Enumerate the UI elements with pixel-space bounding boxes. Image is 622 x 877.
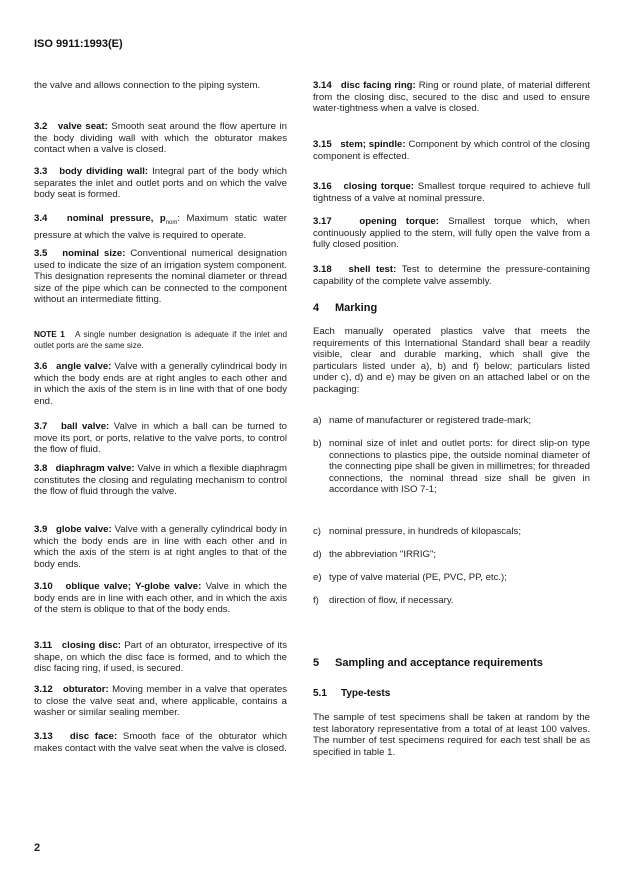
section-number: 5 — [313, 657, 320, 669]
definition-text: Conventional numerical designation used to indicate the size of an irrigation system component. This designation represents the nominal diameter or thread size of the pipe which can be connected to the component without an intermediate fitting. — [34, 248, 288, 306]
item-label: b) — [313, 438, 322, 449]
clause-number: 3.17 — [313, 216, 332, 227]
definition-paragraph — [34, 213, 287, 241]
term: obturator: — [62, 684, 109, 695]
item-text: nominal pressure, in hundreds of kilopascals; — [329, 526, 521, 537]
marking-list-item — [313, 572, 590, 584]
marking-intro: Each manually operated plastics valve that meets the requirements of this International Standard shall bear a readily visible, clear and durable marking, which shall give the particulars listed under a), b) and f) below; particulars listed under c), d) and e) may be given on an attached label or on the packaging: — [313, 326, 590, 395]
definition-paragraph — [34, 121, 287, 156]
definition-text: Valve with a generally cylindrical body in which the body ends are at right angles to each other and in which the axis of the stem is in line with that of one body end. — [34, 361, 287, 407]
definition-paragraph — [34, 463, 287, 498]
clause-number: 3.5 — [34, 248, 48, 259]
definition-text: A single number designation is adequate if the inlet and outlet ports are the same size. — [34, 330, 287, 350]
definition-text: Smooth face of the obturator which makes contact with the valve seat when the valve is closed. — [34, 731, 287, 754]
definition-text: : Maximum static water pressure at which the valve is required to operate. — [34, 213, 287, 241]
definition-paragraph — [34, 248, 287, 306]
definition-paragraph — [313, 80, 590, 115]
subscript: nom — [165, 219, 178, 226]
clause-number: 3.14 — [313, 80, 332, 91]
definition-text: Smallest torque which, when continuously applied to the stem, will fully open the valve from a fully closed position. — [313, 216, 590, 251]
term: shell test: — [348, 264, 397, 275]
marking-list-item — [313, 438, 590, 496]
definition-text: Smooth seat around the flow aperture in the body dividing wall with which the obturator makes contact when a valve is closed. — [34, 121, 287, 156]
term: nominal size: — [62, 248, 126, 259]
section-4-heading — [313, 302, 377, 314]
definition-paragraph — [34, 421, 287, 456]
definition-text: Ring or round plate, of material different from the closing disc, secured to the disc and used to ensure water-tightness when a valve is closed. — [313, 80, 590, 115]
subsection-number: 5.1 — [313, 688, 327, 699]
item-label: c) — [313, 526, 321, 537]
definition-text: Part of an obturator, irrespective of its shape, on which the disc face is formed, and to which the disc facing ring, if used, is secured. — [34, 640, 287, 675]
item-text: name of manufacturer or registered trade-mark; — [329, 415, 532, 426]
definition-text: Valve in which a flexible diaphragm constitutes the closing and regulating mechanism to control the flow of fluid through the valve. — [34, 463, 288, 498]
definition-paragraph — [34, 640, 287, 675]
item-label: d) — [313, 549, 322, 560]
clause-number: 3.11 — [34, 640, 53, 651]
term: oblique valve; Y-globe valve: — [65, 581, 202, 592]
clause-number: 3.9 — [34, 524, 48, 535]
definition-paragraph — [313, 139, 590, 162]
clause-number: NOTE 1 — [34, 330, 65, 339]
term: ball valve: — [60, 421, 110, 432]
definition-text: Valve in which a ball can be turned to move its port, or ports, relative to the valve ports, to control the flow of fluid. — [34, 421, 288, 456]
definition-paragraph — [34, 166, 287, 201]
clause-number: 3.10 — [34, 581, 53, 592]
clause-number: 3.16 — [313, 181, 332, 192]
term: closing torque: — [343, 181, 414, 192]
term: disc face: — [69, 731, 118, 742]
section-5-heading — [313, 657, 543, 669]
definition-text: Test to determine the pressure-containing capability of the complete valve assembly. — [313, 264, 590, 287]
clause-number: 3.13 — [34, 731, 53, 742]
section-title: Sampling and acceptance requirements — [335, 657, 543, 669]
clause-number: 3.7 — [34, 421, 48, 432]
clause-number: 3.12 — [34, 684, 53, 695]
item-text: direction of flow, if necessary. — [329, 595, 454, 606]
definition-text: Integral part of the body which separates the inlet and outlet ports and on which the valve body seat is formed. — [34, 166, 288, 201]
definition-text: Moving member in a valve that operates to close the valve seat and, where applicable, contains a washer or similar sealing member. — [34, 684, 288, 719]
clause-number: 3.4 — [34, 213, 48, 224]
subsection-5-1-heading — [313, 688, 390, 699]
term: nominal pressure, p — [66, 213, 166, 224]
term: body dividing wall: — [59, 166, 149, 177]
clause-number: 3.8 — [34, 463, 48, 474]
definition-text: Valve with a generally cylindrical body in which the body ends are in line with each other and in which the axis of the stem is at right angles to that of the body ends. — [34, 524, 288, 570]
definition-text: the valve and allows connection to the piping system. — [34, 80, 261, 91]
clause-number: 3.18 — [313, 264, 332, 275]
definition-paragraph — [313, 181, 590, 204]
definition-text: Smallest torque required to achieve full tightness of a valve at nominal pressure. — [313, 181, 590, 204]
definition-paragraph — [313, 264, 590, 287]
clause-number: 3.3 — [34, 166, 48, 177]
marking-list-item — [313, 415, 590, 427]
definition-text: Component by which control of the closing component is effected. — [313, 139, 590, 162]
item-text: nominal size of inlet and outlet ports: for direct slip-on type connections to plastics pipe, the outside nominal diameter of the connecting pipe shall be given in millimetres; for threaded connections, the nominal thread size shall be given in accordance with ISO 7-1; — [329, 438, 590, 496]
term: valve seat: — [57, 121, 108, 132]
definition-paragraph — [34, 361, 287, 407]
item-text: the abbreviation "IRRIG"; — [329, 549, 437, 560]
definition-paragraph — [34, 581, 287, 616]
definition-text: Valve in which the body ends are in line with each other, and in which the axis of the stem is oblique to that of the body ends. — [34, 581, 288, 616]
item-label: a) — [313, 415, 322, 426]
term: opening torque: — [359, 216, 439, 227]
item-label: e) — [313, 572, 322, 583]
definition-paragraph — [34, 524, 287, 570]
marking-list-item — [313, 549, 590, 561]
term: globe valve: — [56, 524, 112, 535]
page-header: ISO 9911:1993(E) — [34, 38, 123, 50]
definition-paragraph — [34, 731, 287, 754]
term: stem; spindle: — [340, 139, 406, 150]
marking-list-item — [313, 595, 590, 607]
page-number: 2 — [34, 842, 41, 854]
marking-list-item — [313, 526, 590, 538]
type-tests-text: The sample of test specimens shall be taken at random by the test laboratory representative from a total of at least 100 valves. The number of test specimens required for each test shall be as specified in table 1. — [313, 712, 590, 758]
term: angle valve: — [56, 361, 112, 372]
section-number: 4 — [313, 302, 320, 314]
section-title: Marking — [335, 302, 378, 314]
item-label: f) — [313, 595, 319, 606]
definition-paragraph — [34, 80, 287, 92]
clause-number: 3.15 — [313, 139, 332, 150]
term: closing disc: — [61, 640, 122, 651]
clause-number: 3.2 — [34, 121, 48, 132]
term: diaphragm valve: — [55, 463, 135, 474]
item-text: type of valve material (PE, PVC, PP, etc.); — [329, 572, 507, 583]
term: disc facing ring: — [340, 80, 416, 91]
clause-number: 3.6 — [34, 361, 48, 372]
definition-paragraph — [34, 330, 287, 351]
subsection-title: Type-tests — [341, 688, 391, 699]
definition-paragraph — [34, 684, 287, 719]
definition-paragraph — [313, 216, 590, 251]
